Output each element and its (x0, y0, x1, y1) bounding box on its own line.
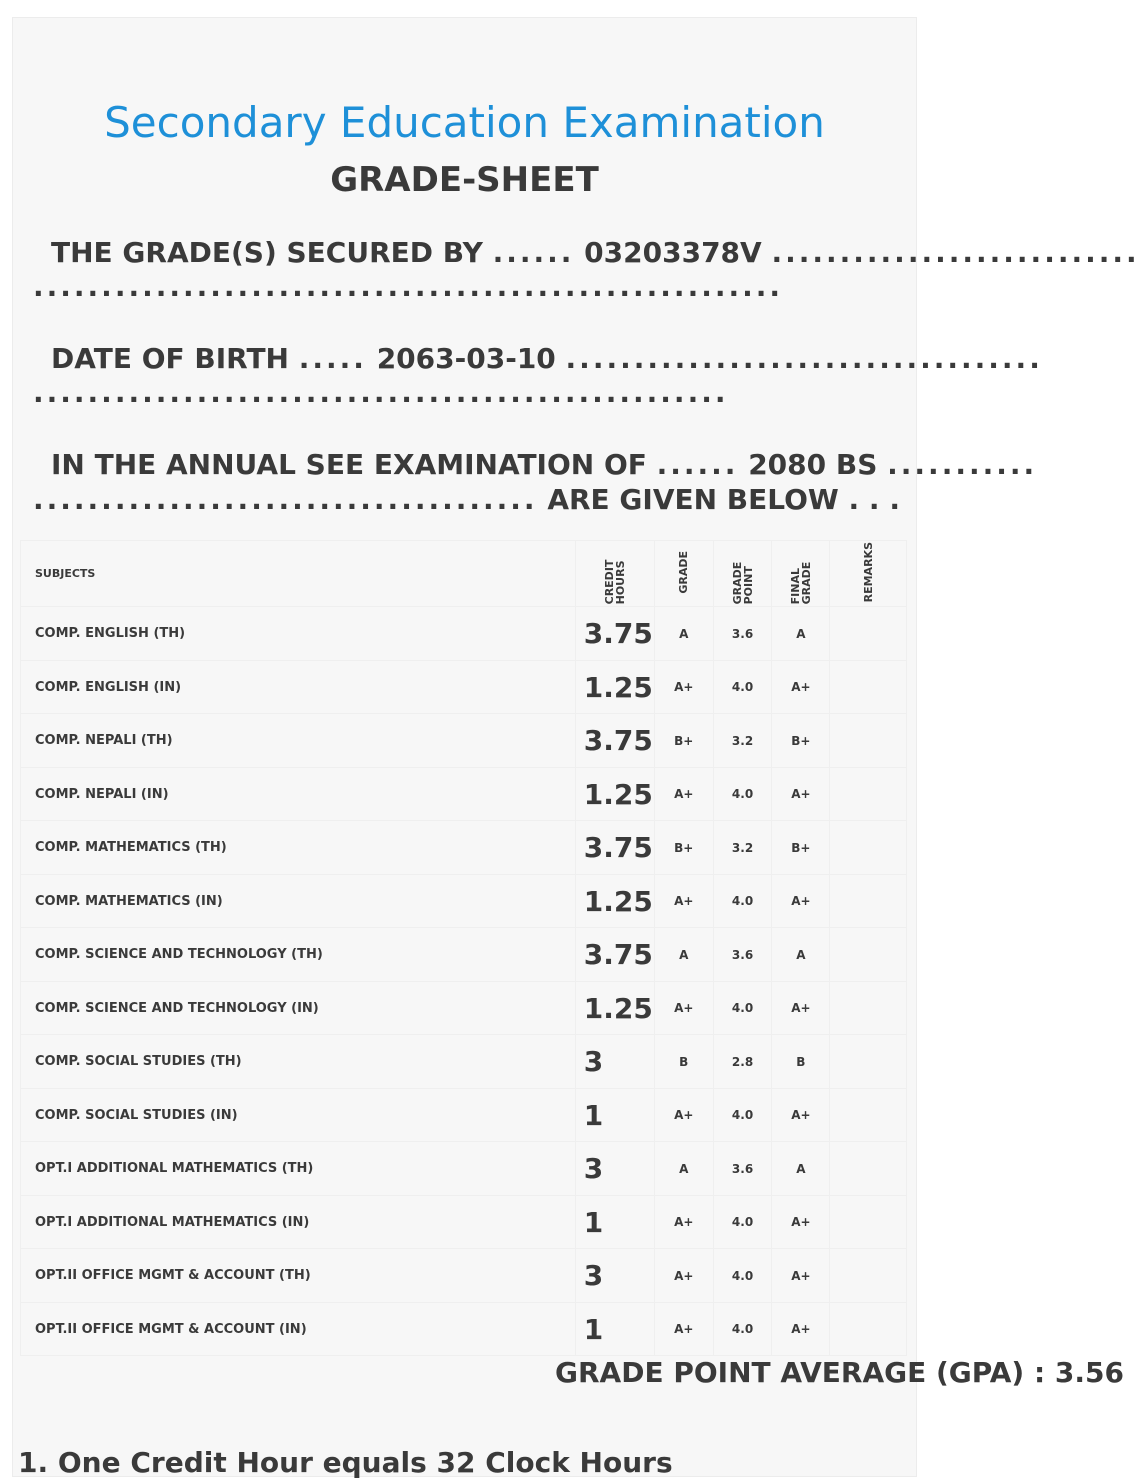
grade-cell: A+ (654, 981, 713, 1035)
grade-point-cell: 4.0 (713, 1249, 772, 1303)
credit-hours-cell: 1 (575, 1302, 654, 1356)
exam-year: 2080 BS (748, 448, 878, 481)
subject-cell: OPT.I ADDITIONAL MATHEMATICS (IN) (21, 1195, 576, 1249)
remarks-cell (830, 1302, 907, 1356)
remarks-header: REMARKS (830, 541, 907, 607)
final-grade-cell: A (772, 607, 830, 661)
sheet-title: GRADE-SHEET (330, 160, 599, 200)
table-row (21, 1142, 907, 1196)
grade-point-cell: 4.0 (713, 767, 772, 821)
grade-table (20, 540, 907, 1356)
subject-cell: OPT.II OFFICE MGMT & ACCOUNT (TH) (21, 1249, 576, 1303)
final-grade-cell: A+ (772, 767, 830, 821)
grade-point-cell: 4.0 (713, 660, 772, 714)
symbol-number: 03203378V (584, 236, 762, 269)
grade-point-cell: 3.2 (713, 714, 772, 768)
table-row (21, 928, 907, 982)
credit-hours-cell: 1 (575, 1195, 654, 1249)
grade-point-cell: 4.0 (713, 981, 772, 1035)
grade-point-cell: 2.8 (713, 1035, 772, 1089)
grade-point-cell: 3.2 (713, 821, 772, 875)
grade-cell: A+ (654, 1302, 713, 1356)
grade-cell: A+ (654, 1249, 713, 1303)
secured-by-label: THE GRADE(S) SECURED BY (51, 236, 483, 269)
credit-hours-cell: 1.25 (575, 767, 654, 821)
dob-label: DATE OF BIRTH (51, 342, 289, 375)
exam-label: IN THE ANNUAL SEE EXAMINATION OF (51, 448, 647, 481)
note-credit-hour: 1. One Credit Hour equals 32 Clock Hours (18, 1446, 673, 1479)
remarks-cell (830, 607, 907, 661)
grade-cell: A+ (654, 874, 713, 928)
exam-title: Secondary Education Examination (104, 98, 825, 147)
credit-hours-cell: 3.75 (575, 607, 654, 661)
credit-hours-cell: 3 (575, 1035, 654, 1089)
final-grade-cell: A+ (772, 1088, 830, 1142)
grade-point-header: GRADE POINT (713, 541, 772, 607)
credit-hours-cell: 3.75 (575, 714, 654, 768)
subject-cell: COMP. ENGLISH (IN) (21, 660, 576, 714)
grade-point-cell: 4.0 (713, 1195, 772, 1249)
gpa-line (555, 1356, 1124, 1389)
final-grade-header: FINAL GRADE (772, 541, 830, 607)
remarks-cell (830, 928, 907, 982)
table-row (21, 981, 907, 1035)
credit-hours-cell: 3.75 (575, 928, 654, 982)
grade-cell: A+ (654, 1088, 713, 1142)
grade-cell: A (654, 607, 713, 661)
grade-point-cell: 4.0 (713, 1302, 772, 1356)
table-row (21, 767, 907, 821)
remarks-cell (830, 714, 907, 768)
remarks-cell (830, 1035, 907, 1089)
remarks-cell (830, 767, 907, 821)
grade-point-cell: 3.6 (713, 607, 772, 661)
table-row (21, 1035, 907, 1089)
remarks-cell (830, 1195, 907, 1249)
remarks-cell (830, 981, 907, 1035)
secured-by-dots: ....................................................... (33, 270, 784, 303)
subject-cell: COMP. SOCIAL STUDIES (IN) (21, 1088, 576, 1142)
subject-cell: COMP. MATHEMATICS (TH) (21, 821, 576, 875)
exam-dots: ..................................... ARE GIVEN BELOW . . . (33, 483, 900, 516)
subject-cell: COMP. MATHEMATICS (IN) (21, 874, 576, 928)
subject-cell: COMP. SOCIAL STUDIES (TH) (21, 1035, 576, 1089)
table-body (21, 607, 907, 1356)
table-row (21, 660, 907, 714)
final-grade-cell: B+ (772, 714, 830, 768)
grade-cell: A+ (654, 660, 713, 714)
subject-cell: COMP. NEPALI (IN) (21, 767, 576, 821)
given-below: ARE GIVEN BELOW . . . (547, 483, 900, 516)
remarks-cell (830, 874, 907, 928)
secured-by-line: THE GRADE(S) SECURED BY ...... 03203378V ........................... (51, 236, 1140, 269)
credit-hours-cell: 3 (575, 1249, 654, 1303)
credit-hours-cell: 3.75 (575, 821, 654, 875)
table-row (21, 1249, 907, 1303)
grade-point-cell: 4.0 (713, 874, 772, 928)
subject-cell: COMP. ENGLISH (TH) (21, 607, 576, 661)
table-row (21, 1195, 907, 1249)
table-row (21, 1088, 907, 1142)
grade-cell: B+ (654, 821, 713, 875)
table-row (21, 1302, 907, 1356)
dob-line: DATE OF BIRTH ..... 2063-03-10 ................................... (51, 342, 1043, 375)
final-grade-cell: B (772, 1035, 830, 1089)
final-grade-cell: B+ (772, 821, 830, 875)
grade-cell: A (654, 1142, 713, 1196)
grade-cell: B (654, 1035, 713, 1089)
credit-hours-cell: 1.25 (575, 660, 654, 714)
final-grade-cell: A+ (772, 981, 830, 1035)
subjects-header: SUBJECTS (21, 541, 576, 607)
gpa-value: 3.56 (1054, 1356, 1124, 1389)
grade-point-cell: 3.6 (713, 928, 772, 982)
final-grade-cell: A+ (772, 1195, 830, 1249)
grade-header: GRADE (654, 541, 713, 607)
final-grade-cell: A+ (772, 1249, 830, 1303)
dob-dots: ................................................... (33, 376, 729, 409)
grade-point-cell: 4.0 (713, 1088, 772, 1142)
remarks-cell (830, 1249, 907, 1303)
remarks-cell (830, 1142, 907, 1196)
credit-hours-cell: 1.25 (575, 981, 654, 1035)
table-row (21, 607, 907, 661)
final-grade-cell: A+ (772, 1302, 830, 1356)
final-grade-cell: A (772, 1142, 830, 1196)
gpa-label: GRADE POINT AVERAGE (GPA) : (555, 1356, 1046, 1389)
table-row (21, 714, 907, 768)
dob-value: 2063-03-10 (376, 342, 556, 375)
subject-cell: OPT.I ADDITIONAL MATHEMATICS (TH) (21, 1142, 576, 1196)
grade-point-cell: 3.6 (713, 1142, 772, 1196)
remarks-cell (830, 660, 907, 714)
table-row (21, 874, 907, 928)
grade-cell: A (654, 928, 713, 982)
subject-cell: OPT.II OFFICE MGMT & ACCOUNT (IN) (21, 1302, 576, 1356)
credit-hours-cell: 1.25 (575, 874, 654, 928)
credit-hours-cell: 1 (575, 1088, 654, 1142)
grade-cell: A+ (654, 767, 713, 821)
credit-hours-header: CREDIT HOURS (575, 541, 654, 607)
subject-cell: COMP. SCIENCE AND TECHNOLOGY (IN) (21, 981, 576, 1035)
grade-cell: B+ (654, 714, 713, 768)
credit-hours-cell: 3 (575, 1142, 654, 1196)
subject-cell: COMP. NEPALI (TH) (21, 714, 576, 768)
grade-cell: A+ (654, 1195, 713, 1249)
final-grade-cell: A+ (772, 874, 830, 928)
remarks-cell (830, 1088, 907, 1142)
table-header-row (21, 541, 907, 607)
final-grade-cell: A (772, 928, 830, 982)
remarks-cell (830, 821, 907, 875)
subject-cell: COMP. SCIENCE AND TECHNOLOGY (TH) (21, 928, 576, 982)
final-grade-cell: A+ (772, 660, 830, 714)
table-row (21, 821, 907, 875)
exam-line: IN THE ANNUAL SEE EXAMINATION OF ...... 2080 BS ........... (51, 448, 1038, 481)
